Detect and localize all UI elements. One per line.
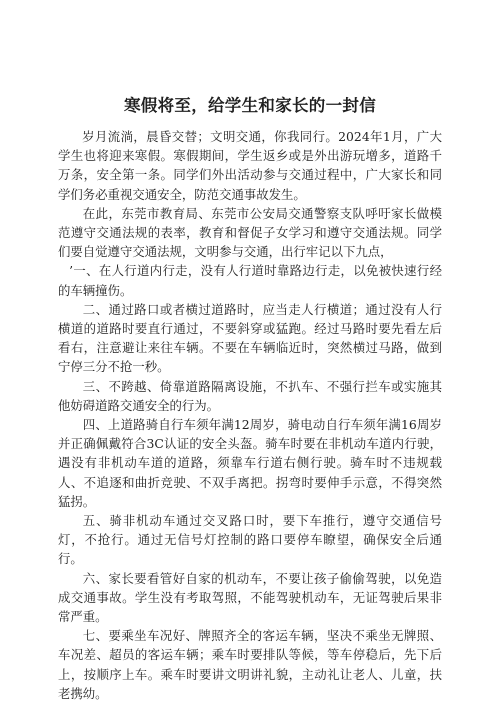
letter-body [58,127,442,703]
paragraph-rule-7: 七、要乘坐车况好、牌照齐全的客运车辆，坚决不乘坐无牌照、车况差、超员的客运车辆；乘车时要排队等候，等车停稳后，先下后上，按顺序上车。乘车时要讲文明讲礼貌，主动礼让老人、儿童，扶老携幼。 [58,628,442,701]
paragraph-rule-1: ’一、在人行道内行走，没有人行道时靠路边行走，以免被快速行经的车辆撞伤。 [58,263,442,298]
page-title: 寒假将至，给学生和家长的一封信 [124,96,376,115]
paragraph-rule-3: 三、不跨越、倚靠道路隔离设施，不扒车、不强行拦车或实施其他妨碍道路交通安全的行为。 [58,378,442,413]
paragraph-rule-2: 二、通过路口或者横过道路时，应当走人行横道；通过没有人行横道的道路时要直行通过，不要斜穿或猛跑。经过马路时要先看左后看右，注意避让来往车辆。不要在车辆临近时，突然横过马路，做到宁停三分不抢一秒。 [58,301,442,375]
paragraph-intro: 岁月流淌，晨昏交替；文明交通，你我同行。2024年1月，广大学生也将迎来寒假。寒假期间，学生返乡或是外出游玩增多，道路千万条，安全第一条。同学们外出活动参与交通过程中，广大家长和同学们务必重视交通安全，防范交通事故发生。 [58,129,442,202]
paragraph-rule-5: 五、骑非机动车通过交叉路口时，要下车推行，遵守交通信号灯，不抢行。通过无信号灯控制的路口要停车瞭望，确保安全后通行。 [58,513,442,567]
paragraph-rule-6: 六、家长要看管好自家的机动车，不要让孩子偷偷驾驶，以免造成交通事故。学生没有考取驾照，不能驾驶机动车，无证驾驶后果非常严重。 [58,570,442,625]
paragraph-appeal: 在此，东莞市教育局、东莞市公安局交通警察支队呼吁家长做模范遵守交通法规的表率，教育和督促子女学习和遵守交通法规。同学们要自觉遵守交通法规，文明参与交通，出行牢记以下九点， [58,205,442,260]
paragraph-rule-4: 四、上道路骑自行车须年满12周岁，骑电动自行车须年满16周岁并正确佩戴符合3C认证的安全头盔。骑车时要在非机动车道内行驶，遇没有非机动车道的道路，须靠车行道右侧行驶。骑车时不违规载人、不追逐和曲折竞驶、不双手离把。拐弯时要伸手示意，不得突然猛拐。 [58,417,442,509]
